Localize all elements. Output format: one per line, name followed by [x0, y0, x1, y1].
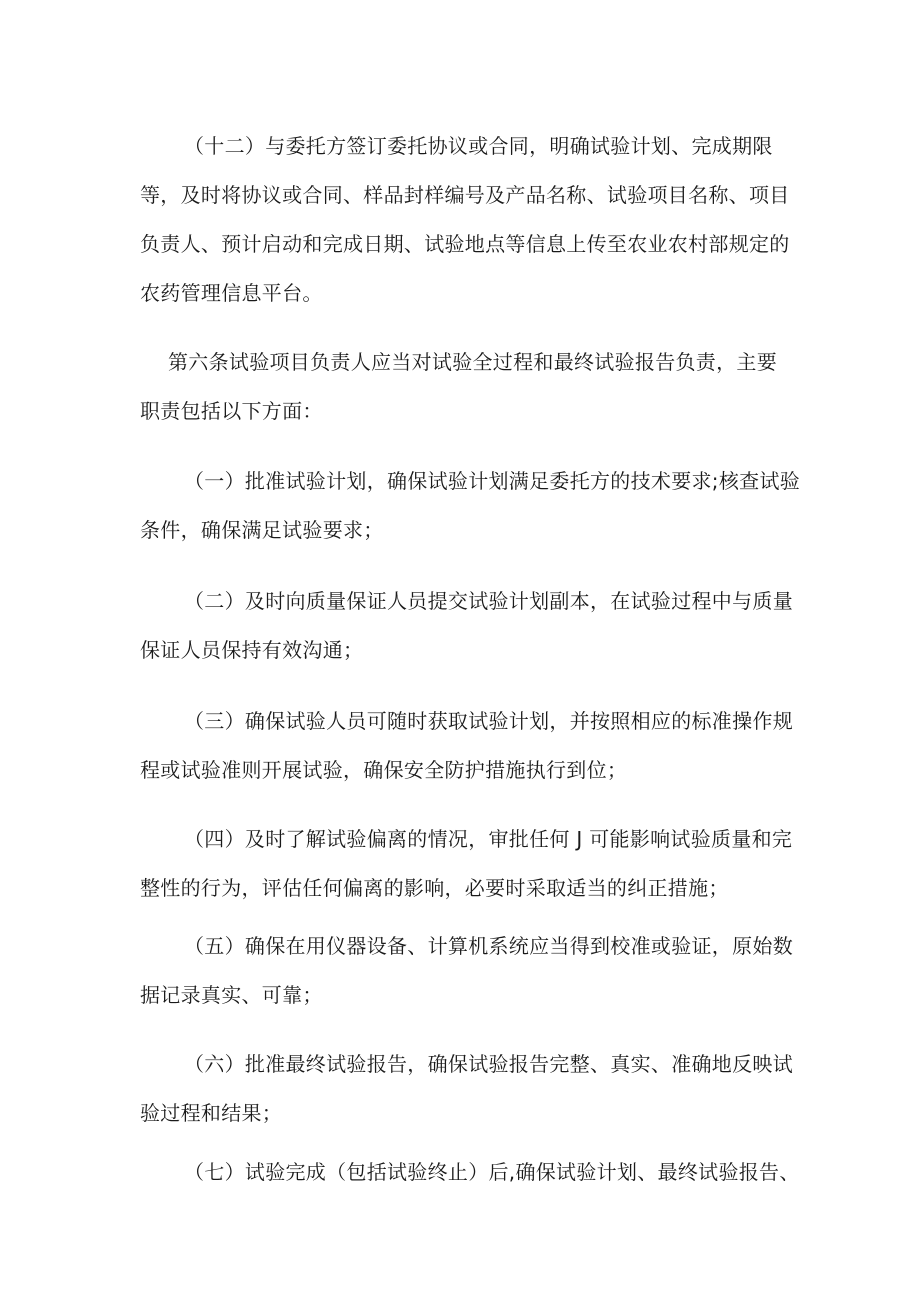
text-line: 等，及时将协议或合同、样品封样编号及产品名称、试验项目名称、项目	[140, 183, 790, 207]
text-line: （六）批准最终试验报告，确保试验报告完整、真实、准确地反映试	[184, 1052, 793, 1076]
article-6-paragraph	[140, 338, 780, 436]
text-line: 整性的行为，评估任何偏离的影响，必要时采取适当的纠正措施；	[140, 876, 729, 900]
text-line: （二）及时向质量保证人员提交试验计划副本，在试验过程中与质量	[184, 589, 793, 613]
paragraph-item-4	[140, 815, 793, 913]
paragraph-item-6	[140, 1040, 793, 1138]
text-line: （七）试验完成（包括试验终止）后,确保试验计划、最终试验报告、	[184, 1160, 800, 1184]
text-line: 第六条试验项目负责人应当对试验全过程和最终试验报告负责，主要	[168, 350, 777, 374]
paragraph-item-7	[140, 1148, 800, 1197]
text-line: （一）批准试验计划，确保试验计划满足委托方的技术要求;核查试验	[184, 469, 801, 493]
paragraph-item-3	[140, 697, 793, 795]
text-line: 据记录真实、可靠；	[140, 983, 323, 1007]
paragraph-item-12	[140, 122, 790, 318]
text-line: （四）及时了解试验偏离的情况，审批任何 J 可能影响试验质量和完	[184, 827, 793, 851]
paragraph-item-5	[140, 922, 793, 1020]
text-line: 条件，确保满足试验要求；	[140, 518, 384, 542]
text-line: （三）确保试验人员可随时获取试验计划，并按照相应的标准操作规	[184, 709, 793, 733]
text-line: 负责人、预计启动和完成日期、试验地点等信息上传至农业农村部规定的	[140, 232, 790, 256]
text-line: 程或试验准则开展试验，确保安全防护措施执行到位；	[140, 758, 628, 782]
text-line: 保证人员保持有效沟通；	[140, 638, 364, 662]
text-line: 职责包括以下方面：	[140, 399, 323, 423]
text-line: 验过程和结果；	[140, 1101, 283, 1125]
paragraph-item-2	[140, 577, 793, 675]
text-line: （五）确保在用仪器设备、计算机系统应当得到校准或验证，原始数	[184, 934, 793, 958]
text-line: （十二）与委托方签订委托协议或合同，明确试验计划、完成期限	[184, 134, 773, 158]
paragraph-item-1	[140, 457, 801, 555]
text-line: 农药管理信息平台。	[140, 281, 323, 305]
